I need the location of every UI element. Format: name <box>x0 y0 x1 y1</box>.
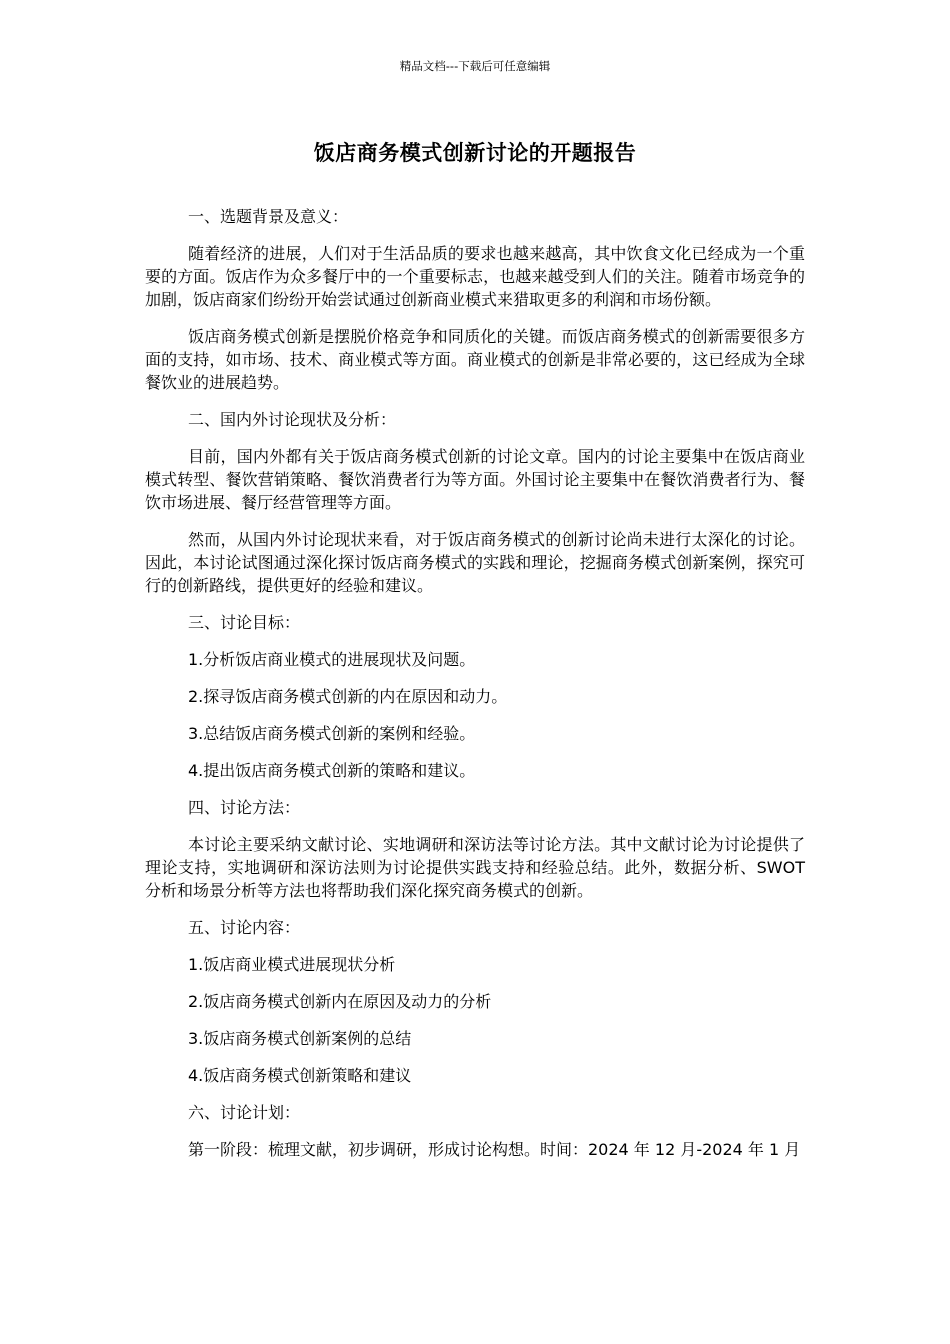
content-item: 2.饭店商务模式创新内在原因及动力的分析 <box>188 992 492 1011</box>
document-body <box>145 205 805 1175</box>
paragraph-research-status-2: 然而，从国内外讨论现状来看，对于饭店商务模式的创新讨论尚未进行太深化的讨论。因此，本讨论试图通过深化探讨饭店商务模式的实践和理论，挖掘商务模式创新案例，探究可行的创新路线，提供更好的经验和建议。 <box>145 530 805 595</box>
paragraph-background-2: 饭店商务模式创新是摆脱价格竞争和同质化的关键。而饭店商务模式的创新需要很多方面的支持，如市场、技术、商业模式等方面。商业模式的创新是非常必要的，这已经成为全球餐饮业的进展趋势。 <box>145 327 805 392</box>
objective-item: 3.总结饭店商务模式创新的案例和经验。 <box>188 724 476 743</box>
section-heading-background: 一、选题背景及意义： <box>188 207 349 226</box>
section-heading-objectives: 三、讨论目标： <box>188 613 301 632</box>
paragraph-research-status-1: 目前，国内外都有关于饭店商务模式创新的讨论文章。国内的讨论主要集中在饭店商业模式转型、餐饮营销策略、餐饮消费者行为等方面。外国讨论主要集中在餐饮消费者行为、餐饮市场进展、餐厅经营管理等方面。 <box>145 447 805 512</box>
content-item: 3.饭店商务模式创新案例的总结 <box>188 1029 412 1048</box>
paragraph-plan-phase-1: 第一阶段：梳理文献，初步调研，形成讨论构想。时间：2024 年 12 月-2024 年 1 月 <box>188 1140 801 1159</box>
objective-item: 1.分析饭店商业模式的进展现状及问题。 <box>188 650 476 669</box>
objective-item: 2.探寻饭店商务模式创新的内在原因和动力。 <box>188 687 508 706</box>
paragraph-background-1: 随着经济的进展，人们对于生活品质的要求也越来越高，其中饮食文化已经成为一个重要的方面。饭店作为众多餐厅中的一个重要标志，也越来越受到人们的关注。随着市场竞争的加剧，饭店商家们纷纷开始尝试通过创新商业模式来猎取更多的利润和市场份额。 <box>145 244 805 309</box>
section-heading-research-status: 二、国内外讨论现状及分析： <box>188 410 397 429</box>
objective-item: 4.提出饭店商务模式创新的策略和建议。 <box>188 761 476 780</box>
content-item: 1.饭店商业模式进展现状分析 <box>188 955 396 974</box>
section-heading-methods: 四、讨论方法： <box>188 798 301 817</box>
content-item: 4.饭店商务模式创新策略和建议 <box>188 1066 412 1085</box>
document-title: 饭店商务模式创新讨论的开题报告 <box>313 141 637 165</box>
section-heading-content: 五、讨论内容： <box>188 918 301 937</box>
paragraph-methods: 本讨论主要采纳文献讨论、实地调研和深访法等讨论方法。其中文献讨论为讨论提供了理论支持，实地调研和深访法则为讨论提供实践支持和经验总结。此外，数据分析、SWOT 分析和场景分析等方法也将帮助我们深化探究商务模式的创新。 <box>145 835 805 900</box>
header-note: 精品文档---下载后可任意编辑 <box>399 59 551 73</box>
section-heading-plan: 六、讨论计划： <box>188 1103 301 1122</box>
